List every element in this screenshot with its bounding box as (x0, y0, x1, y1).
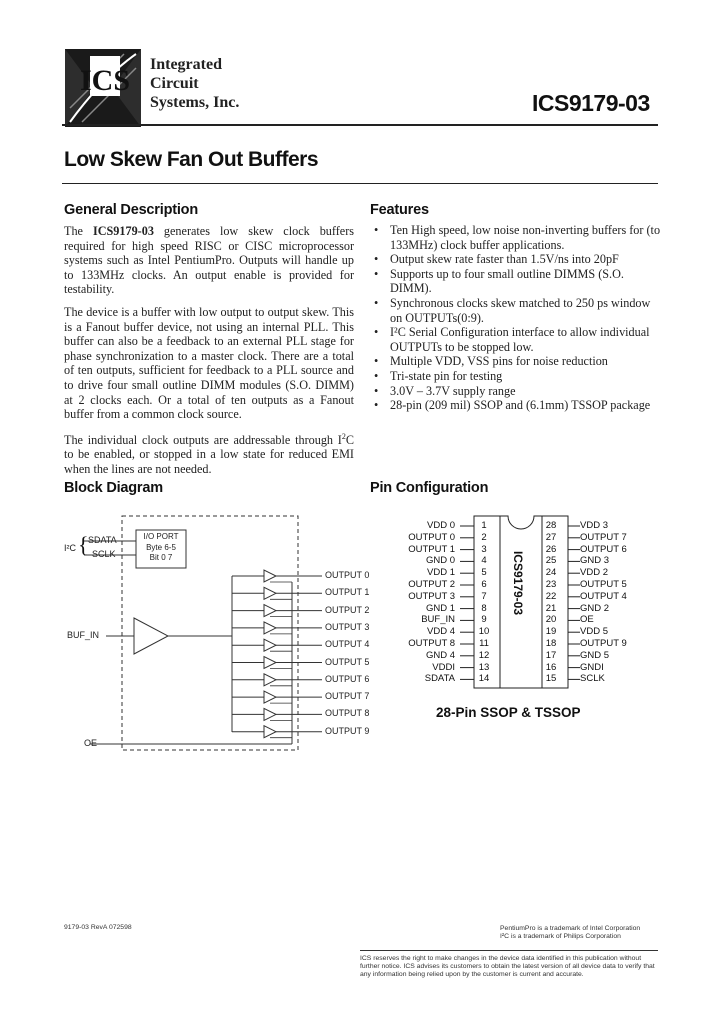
chip-label-text: ICS9179-03 (511, 550, 525, 616)
pin-name-right: VDD 3 (580, 520, 608, 531)
output-label: OUTPUT 8 (325, 708, 370, 719)
pin-name-right: OUTPUT 9 (580, 638, 627, 649)
pin-number-right: 18 (545, 638, 557, 649)
p1-rest: generates low skew clock buffers required for high speed RISC or CISC microprocessor systems such as Intel PentiumPro. Outputs will handle up to 133MHz clocks. An output enable is provided for testability. (64, 224, 355, 297)
p3-b: C to be enabled, or stopped in a low state for reduced EMI when the lines are not needed. (64, 432, 354, 476)
pin-name-right: GNDI (580, 661, 604, 673)
feature-item: • Output skew rate faster than 1.5V/ns into 20pF (371, 252, 661, 267)
part-number: ICS9179-03 (532, 90, 650, 116)
pin-number-right: 21 (545, 602, 557, 614)
pin-name-right: VDD 5 (580, 626, 608, 638)
pin-name-right: OUTPUT 6 (580, 543, 627, 555)
io-line: Byte 6-5 (146, 542, 176, 552)
pin-name-right: OE (580, 614, 594, 626)
pin-name-left: OUTPUT 1 (408, 543, 455, 555)
output-label: OUTPUT 1 (325, 587, 370, 598)
p1-lead: The (64, 224, 93, 238)
pin-number-left: 13 (478, 661, 490, 673)
pin-name-right: GND 3 (580, 555, 610, 567)
output-label: OUTPUT 2 (325, 604, 370, 615)
p3-sup: 2 (341, 431, 346, 441)
output-buffer-icon (264, 726, 276, 738)
output-label: OUTPUT 3 (325, 621, 370, 632)
io-line: Bit 0 7 (149, 553, 173, 562)
disclaimer-box (360, 950, 658, 996)
ics-logo (64, 48, 142, 128)
pin-name-right: OUTPUT 4 (580, 590, 627, 602)
description-paragraph-1 (64, 224, 354, 297)
pin-name-right: OUTPUT 5 (580, 579, 627, 590)
pin-name-left: GND 4 (425, 649, 455, 661)
pin-name-left: VDD 0 (427, 520, 455, 531)
output-buffer-icon (264, 674, 276, 686)
pin-number-right: 23 (545, 579, 557, 590)
sdata-label: SDATA (88, 535, 117, 545)
io-port-text (136, 532, 186, 564)
general-description-heading: General Description (64, 202, 198, 218)
output-buffer-icon (264, 605, 276, 617)
feature-item: • 28-pin (209 mil) SSOP and (6.1mm) TSSOP package (371, 398, 661, 413)
pin-number-right: 16 (545, 661, 557, 673)
pin-number-left: 9 (481, 614, 487, 626)
pin-name-right: VDD 2 (580, 567, 608, 579)
output-buffer-icon (264, 708, 276, 720)
io-line: I/O PORT (143, 532, 179, 541)
feature-item: • Synchronous clocks skew matched to 250 ps window on OUTPUTs(0:9). (371, 296, 661, 325)
pin-number-left: 5 (481, 567, 487, 579)
pin-number-left: 12 (478, 649, 490, 661)
pin-name-right: OUTPUT 7 (580, 531, 627, 543)
company-name (150, 55, 239, 112)
output-label: OUTPUT 4 (325, 639, 370, 650)
pin-name-left: GND 1 (425, 602, 455, 614)
output-buffer-icon (264, 639, 276, 651)
output-label: OUTPUT 5 (325, 656, 370, 667)
pin-number-right: 15 (545, 673, 557, 685)
brace-icon: { (78, 532, 89, 557)
output-buffer-icon (264, 622, 276, 634)
pin-number-right: 20 (545, 614, 557, 626)
output-label: OUTPUT 7 (325, 691, 370, 702)
pin-name-left: VDD 4 (427, 626, 455, 638)
pin-number-right: 19 (545, 626, 557, 638)
features-heading: Features (370, 202, 429, 218)
description-paragraph-2: The device is a buffer with low output to output skew. This is a Fanout buffer device, not using an internal PLL. This buffer can also be a feedback to an external PLL stage for phase synchronization to a master clock. There are a total of ten outputs, sufficient for feedback to a PLL source and to drive four small outline DIMM modules (S.O. DIMM) at 2 clocks each. Or a total of ten outputs as a Fanout buffer from a common clock source. (64, 304, 354, 422)
output-buffer-icon (264, 570, 276, 582)
pin-name-right: SCLK (580, 673, 605, 685)
pin-number-left: 14 (478, 673, 490, 685)
pin-name-left: SDATA (424, 673, 455, 685)
input-buffer-icon (134, 618, 168, 654)
pin-number-left: 7 (481, 590, 487, 602)
output-label: OUTPUT 9 (325, 725, 370, 736)
feature-item: • I²C Serial Configuration interface to allow individual OUTPUTs to be stopped low. (371, 325, 661, 354)
chip-label (498, 532, 538, 642)
block-diagram-heading: Block Diagram (64, 480, 163, 496)
pin-name-left: OUTPUT 8 (408, 638, 455, 649)
output-buffer-icon (264, 691, 276, 703)
output-label: OUTPUT 6 (325, 673, 370, 684)
feature-item: • Tri-state pin for testing (371, 369, 661, 384)
features-list (371, 223, 661, 413)
pin-number-left: 1 (481, 520, 487, 531)
pin-number-left: 11 (479, 638, 489, 649)
company-line-3: Systems, Inc. (150, 94, 240, 111)
pin-name-right: GND 2 (580, 602, 610, 614)
p3-a: The individual clock outputs are addressable through I (64, 432, 342, 447)
pin-number-left: 2 (481, 531, 487, 543)
logo-text: ICS (79, 64, 131, 97)
pin-name-left: OUTPUT 2 (408, 579, 455, 590)
company-line-1: Integrated (150, 56, 222, 73)
pin-name-left: VDD 1 (427, 567, 455, 579)
output-buffer-icon (264, 657, 276, 669)
disclaimer-text: ICS reserves the right to make changes in the device data identified in this publication without further notice. ICS advises its customers to obtain the latest version of all device data to verify that any information being relied upon by the customer is current and accurate. (360, 955, 655, 979)
oe-label: OE (84, 738, 98, 748)
pin-name-left: VDDI (432, 661, 455, 673)
p1-part: ICS9179-03 (92, 224, 154, 238)
pin-number-left: 6 (481, 579, 487, 590)
doc-code: 9179-03 RevA 072598 (64, 924, 132, 931)
description-paragraph-3 (64, 430, 354, 477)
output-buffer-icon (264, 587, 276, 599)
block-diagram (60, 508, 380, 758)
title-rule (62, 183, 658, 184)
general-description (64, 224, 354, 485)
pin-number-right: 24 (545, 567, 557, 579)
page-title: Low Skew Fan Out Buffers (64, 148, 319, 171)
pin-number-left: 8 (481, 602, 487, 614)
pin-number-right: 17 (545, 649, 557, 661)
package-label: 28-Pin SSOP & TSSOP (436, 705, 581, 720)
pin-number-left: 3 (481, 543, 487, 555)
pin-configuration-heading: Pin Configuration (370, 480, 489, 496)
pin-number-right: 22 (545, 590, 557, 602)
pin-name-right: GND 5 (580, 649, 610, 661)
pin-name-left: BUF_IN (421, 614, 455, 626)
buf-in-label: BUF_IN (67, 630, 100, 640)
i2c-label: I²C (64, 543, 76, 553)
pin-number-right: 28 (545, 520, 557, 531)
pin-number-right: 26 (545, 543, 557, 555)
feature-item: • 3.0V – 3.7V supply range (371, 384, 661, 399)
feature-item: • Multiple VDD, VSS pins for noise reduction (371, 354, 661, 369)
pin-number-left: 4 (481, 555, 487, 567)
trademark-1: PentiumPro is a trademark of Intel Corporation (500, 925, 641, 932)
sclk-label: SCLK (92, 549, 116, 559)
pin-name-left: OUTPUT 0 (408, 531, 455, 543)
trademark-2: I²C is a trademark of Philips Corporation (500, 933, 621, 940)
feature-item: • Supports up to four small outline DIMMS (S.O. DIMM). (371, 267, 661, 296)
feature-item: • Ten High speed, low noise non-inverting buffers for (to 133MHz) clock buffer applications. (371, 223, 661, 252)
company-line-2: Circuit (150, 75, 199, 92)
pin-number-right: 25 (545, 555, 557, 567)
pin-name-left: GND 0 (425, 555, 455, 567)
pin-number-left: 10 (478, 626, 490, 638)
output-label: OUTPUT 0 (325, 570, 370, 580)
pin-number-right: 27 (545, 531, 557, 543)
pin-name-left: OUTPUT 3 (408, 590, 455, 602)
header-rule (62, 124, 658, 126)
